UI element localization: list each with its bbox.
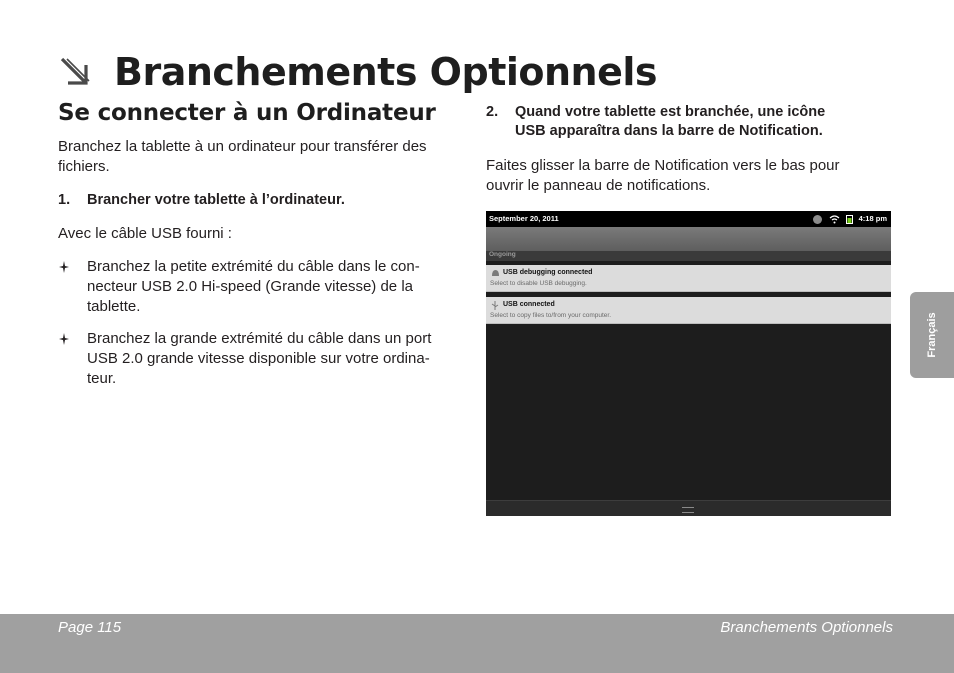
step-2 [486,103,906,143]
bullet-line: Branchez la grande extrémité du câble dans un port [87,330,432,347]
sparkle-bullet-icon [58,329,70,349]
notification-title: USB connected [503,301,555,308]
step-1 [58,191,468,211]
status-bar [486,211,891,227]
notification-shade-header [486,227,891,251]
drag-handle-icon[interactable] [682,507,694,513]
bullet-line: necteur USB 2.0 Hi-speed (Grande vitesse) de la [87,278,413,295]
notification-title: USB debugging connected [503,269,593,276]
status-time: 4:18 pm [858,214,887,223]
ongoing-section-header [486,251,891,261]
bullet-line: Branchez la petite extrémité du câble dans le con- [87,258,420,275]
footer-section-title: Branchements Optionnels [720,619,893,636]
step-number: 2. [486,104,499,120]
bullet-item-1 [58,257,468,319]
step-number: 1. [58,192,71,208]
intro-paragraph [58,137,468,177]
usb-icon [491,301,499,310]
step-text-line: USB apparaîtra dans la barre de Notification. [515,123,823,139]
section-label: Ongoing [489,251,516,258]
android-icon [491,269,500,277]
language-label: Français [926,312,938,358]
page-footer [0,614,954,673]
paragraph-line: Faites glisser la barre de Notification vers le bas pour [486,157,840,174]
bullet-line: USB 2.0 grande vitesse disponible sur votre ordina- [87,350,430,367]
wifi-icon [829,214,840,224]
intro-line: fichiers. [58,158,110,175]
page-title: Branchements Optionnels [114,50,658,94]
step-text: Brancher votre tablette à l’ordinateur. [87,192,345,208]
status-date: September 20, 2011 [489,214,559,223]
intro-line: Branchez la tablette à un ordinateur pour transférer des [58,138,427,155]
arrow-down-right-icon [58,55,92,89]
shade-handle-bar[interactable] [486,500,891,516]
sparkle-bullet-icon [58,257,70,277]
bullet-item-2 [58,329,468,391]
notification-usb-connected[interactable] [486,297,891,324]
section-subtitle: Se connecter à un Ordinateur [58,100,436,126]
bullet-line: tablette. [87,298,141,315]
notification-subtitle: Select to copy files to/from your computer. [490,312,612,319]
paragraph-line: ouvrir le panneau de notifications. [486,177,711,194]
notification-paragraph [486,156,906,196]
tablet-screenshot [486,211,891,516]
sync-icon [812,214,823,225]
page-heading [58,50,657,94]
step-text-line: Quand votre tablette est branchée, une icône [515,104,826,120]
page-number: Page 115 [58,619,122,636]
bullet-line: teur. [87,370,117,387]
language-tab [910,292,954,378]
notification-subtitle: Select to disable USB debugging. [490,280,587,287]
notification-usb-debugging[interactable] [486,265,891,292]
cable-text: Avec le câble USB fourni : [58,225,232,242]
battery-icon [846,214,853,224]
